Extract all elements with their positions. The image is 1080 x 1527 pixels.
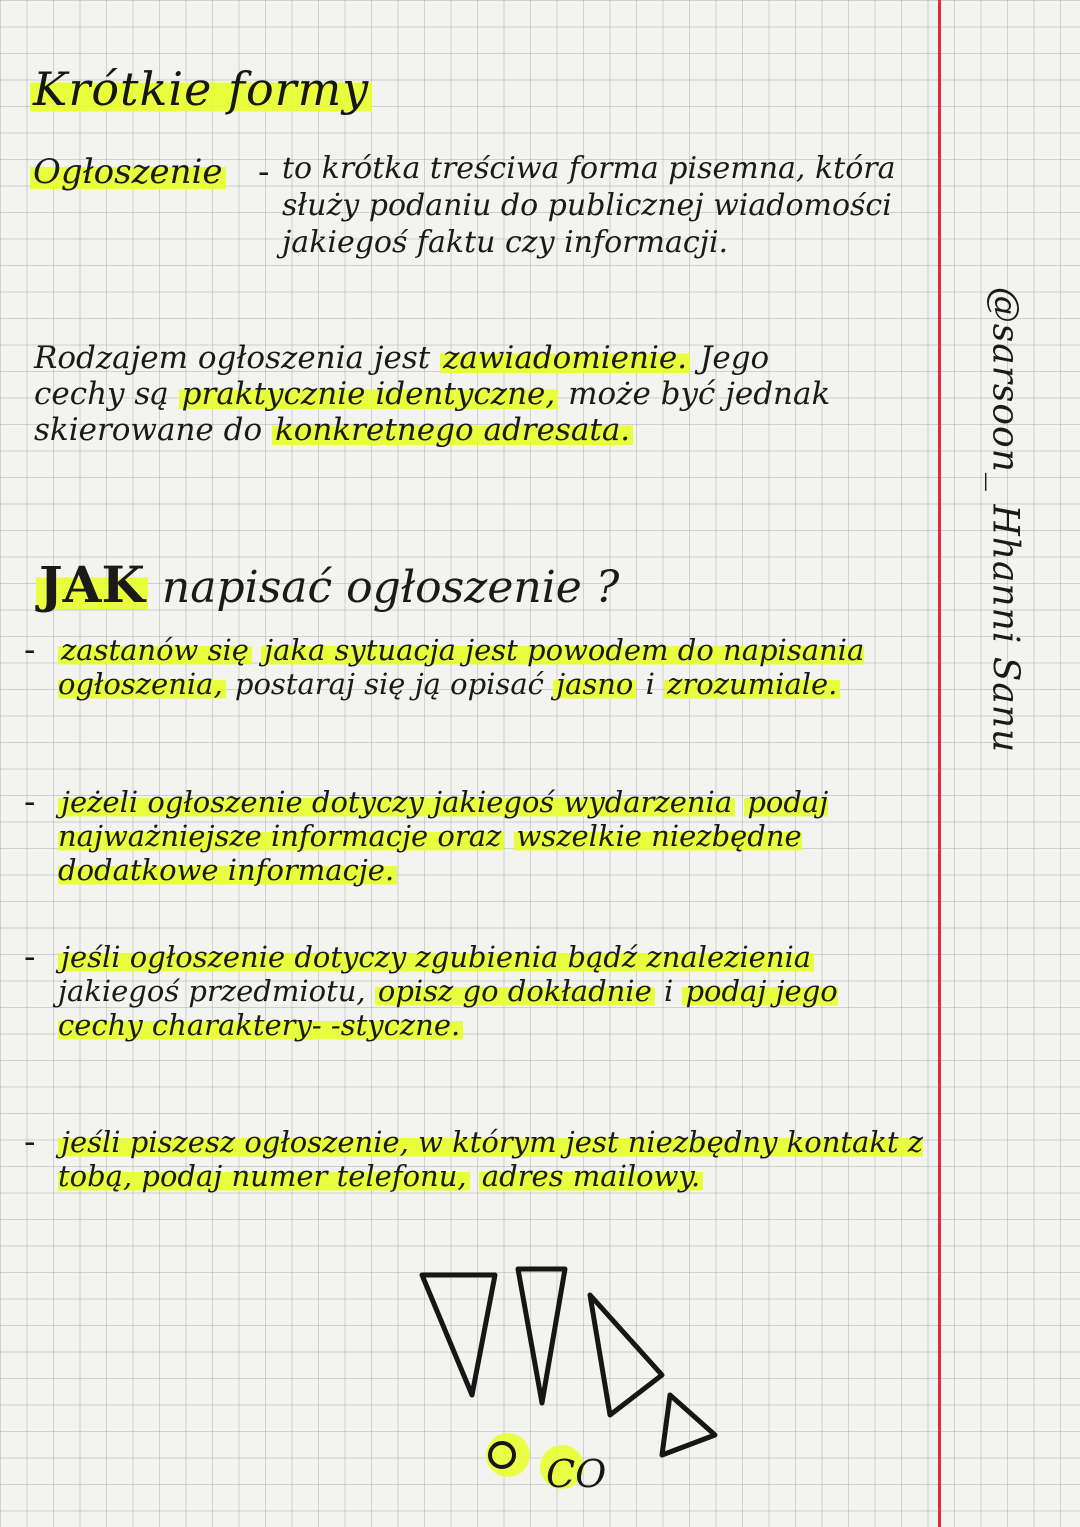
section-heading-first-word: JAK	[36, 555, 148, 614]
bullet-item	[24, 1122, 924, 1193]
bullet-text	[252, 633, 261, 667]
bullet-highlight: zrozumiale.	[664, 667, 840, 701]
bullet-highlight: jeżeli ogłoszenie dotyczy jakiegoś wydarzenia	[58, 785, 735, 819]
bullet-highlight: zastanów się	[58, 633, 252, 667]
bullet-text	[735, 785, 744, 819]
bullet-highlight: jeśli ogłoszenie dotyczy zgubienia bądź znalezienia	[58, 940, 814, 974]
definition-dash: -	[258, 152, 270, 192]
exclamation-mark-left	[422, 1275, 495, 1395]
section-heading	[36, 555, 619, 614]
title-text: Krótkie formy	[30, 62, 372, 116]
bullet-dash: -	[24, 1122, 36, 1162]
bullet-text: jakiegoś przedmiotu,	[58, 974, 375, 1008]
paragraph-text-2: Jego cechy są	[34, 340, 770, 412]
exclamation-mark-middle	[518, 1269, 565, 1403]
bullet-dash: -	[24, 782, 36, 822]
section-heading-rest: napisać ogłoszenie ?	[147, 562, 620, 613]
bullet-dash: -	[24, 937, 36, 977]
bullet-highlight: adres mailowy.	[479, 1159, 703, 1193]
paragraph-text-1: Rodzajem ogłoszenia jest	[34, 340, 441, 376]
exclamation-doodle	[400, 1255, 760, 1505]
bullet-text	[504, 819, 513, 853]
highlight-dot	[486, 1433, 530, 1477]
definition-term	[30, 152, 226, 192]
bullet-highlight: jasno	[553, 667, 636, 701]
author-watermark: @sarsoon_ Hhanni Sanu	[984, 286, 1026, 754]
exclamation-mark-right	[590, 1295, 662, 1415]
bullet-highlight: podaj jego cechy charaktery- -styczne.	[58, 974, 838, 1042]
paragraph-zawiadomienie	[34, 340, 854, 448]
bullet-item	[24, 782, 924, 887]
bullet-highlight: opisz go dokładnie	[375, 974, 655, 1008]
bullet-item	[24, 937, 924, 1042]
bullet-highlight: podaj najważniejsze informacje oraz	[58, 785, 829, 853]
paragraph-highlight-2: praktycznie identyczne,	[179, 376, 559, 412]
bullet-highlight: jeśli piszesz ogłoszenie, w którym jest niezbędny kontakt z tobą, podaj numer telefonu,	[58, 1125, 924, 1193]
bullet-highlight: jaka sytuacja jest powodem do napisania ogłoszenia,	[58, 633, 865, 701]
bullet-highlight: wszelkie niezbędne dodatkowe informacje.	[58, 819, 802, 887]
bullet-text: postaraj się ją opisać	[225, 667, 554, 701]
doodle-label: CO	[546, 1452, 607, 1496]
paragraph-highlight-3: konkretnego adresata.	[272, 412, 633, 448]
bullet-text	[470, 1159, 479, 1193]
exclamation-mark-lower-right	[662, 1395, 715, 1455]
bullet-item	[24, 630, 924, 701]
definition-text: to krótka treściwa forma pisemna, która służy podaniu do publicznej wiadomości jakiegoś faktu czy informacji.	[282, 151, 896, 260]
page-title	[30, 62, 372, 116]
margin-line	[938, 0, 941, 1527]
paragraph-highlight-1: zawiadomienie.	[440, 340, 690, 376]
bullet-dash: -	[24, 630, 36, 670]
bullet-text: i	[654, 974, 683, 1008]
paragraph-text-3: może być jednak skierowane do	[34, 376, 831, 448]
bullet-text: i	[636, 667, 665, 701]
definition-term-text: Ogłoszenie	[30, 152, 226, 192]
